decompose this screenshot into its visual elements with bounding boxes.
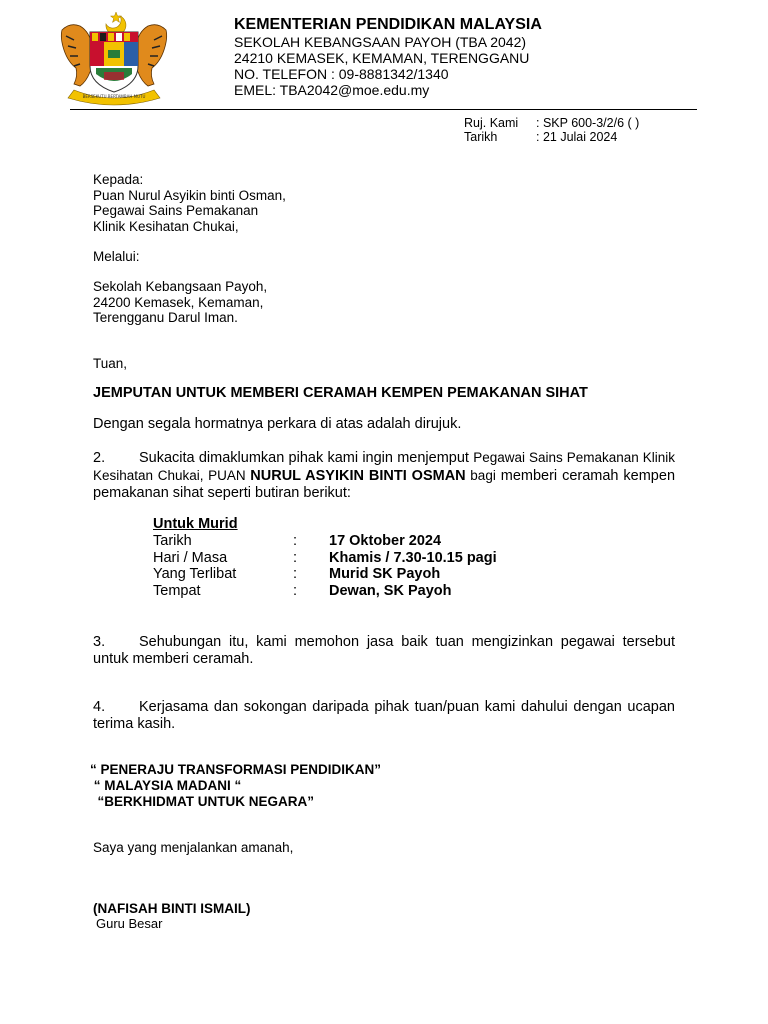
via-line: 24200 Kemasek, Kemaman,: [93, 294, 264, 310]
details-row: Tempat : Dewan, SK Payoh: [153, 583, 452, 600]
recipient-label: Kepada:: [93, 172, 144, 187]
date-label: Tarikh: [464, 130, 498, 144]
closing-line: Saya yang menjalankan amanah,: [93, 840, 294, 855]
details-row: Tarikh : 17 Oktober 2024: [153, 532, 442, 549]
header-divider: [70, 109, 697, 110]
ministry-name: KEMENTERIAN PENDIDIKAN MALAYSIA: [234, 16, 542, 33]
paragraph-number: 4.: [93, 699, 106, 715]
ref-value: : SKP 600-3/2/6 ( ): [536, 116, 640, 130]
signatory-position: Guru Besar: [96, 916, 163, 931]
malaysia-coat-of-arms-icon: [56, 10, 172, 106]
invitee-name: NURUL ASYIKIN BINTI OSMAN: [250, 468, 466, 484]
signatory-name: (NAFISAH BINTI ISMAIL): [93, 901, 251, 916]
letterhead: [234, 16, 542, 98]
school-email: EMEL: TBA2042@moe.edu.my: [234, 82, 430, 98]
reference-block: [464, 116, 639, 144]
via-line: Terengganu Darul Iman.: [93, 310, 238, 325]
date-value: : 21 Julai 2024: [536, 130, 618, 144]
school-address: 24210 KEMASEK, KEMAMAN, TERENGGANU: [234, 50, 530, 66]
motto-line: “ MALAYSIA MADANI “: [90, 778, 242, 793]
paragraph-4: 4. Kerjasama dan sokongan daripada pihak tuan/puan kami dahului dengan ucapan terima kasih.: [93, 699, 675, 732]
recipient-line: Puan Nurul Asyikin binti Osman,: [93, 187, 286, 203]
paragraph-3: 3. Sehubungan itu, kami memohon jasa baik tuan mengizinkan pegawai tersebut untuk memberi ceramah.: [93, 634, 675, 667]
via-label: Melalui:: [93, 249, 140, 264]
svg-text:BERSEKUTU BERTAMBAH MUTU: BERSEKUTU BERTAMBAH MUTU: [82, 94, 146, 99]
via-line: Sekolah Kebangsaan Payoh,: [93, 279, 268, 294]
details-row: Hari / Masa : Khamis / 7.30-10.15 pagi: [153, 549, 497, 566]
paragraph-number: 2.: [93, 450, 106, 466]
paragraph-number: 3.: [93, 634, 106, 650]
salutation: Tuan,: [93, 356, 128, 371]
intro-paragraph: Dengan segala hormatnya perkara di atas adalah dirujuk.: [93, 416, 462, 432]
recipient-block: [93, 172, 286, 234]
motto-block: [90, 762, 381, 810]
letter-subject: JEMPUTAN UNTUK MEMBERI CERAMAH KEMPEN PEMAKANAN SIHAT: [93, 385, 588, 401]
school-name: SEKOLAH KEBANGSAAN PAYOH (TBA 2042): [234, 34, 527, 50]
via-block: [93, 279, 267, 326]
recipient-line: Pegawai Sains Pemakanan: [93, 203, 259, 218]
event-details: [153, 516, 497, 600]
details-heading: Untuk Murid: [153, 516, 238, 532]
paragraph-2: 2. Sukacita dimaklumkan pihak kami ingin menjemput Pegawai Sains Pemakanan Klinik Kesihatan Chukai, PUAN NURUL ASYIKIN BINTI OSMAN bagi memberi ceramah kempen pemakanan sihat seperti butiran berikut:: [93, 450, 676, 501]
motto-line: “BERKHIDMAT UNTUK NEGARA”: [90, 794, 314, 809]
details-row: Yang Terlibat : Murid SK Payoh: [153, 566, 441, 583]
via-label-block: [93, 249, 140, 265]
ref-label: Ruj. Kami: [464, 116, 519, 130]
recipient-line: Klinik Kesihatan Chukai,: [93, 218, 239, 234]
school-phone: NO. TELEFON : 09-8881342/1340: [234, 66, 449, 82]
motto-line: “ PENERAJU TRANSFORMASI PENDIDIKAN”: [90, 762, 382, 777]
